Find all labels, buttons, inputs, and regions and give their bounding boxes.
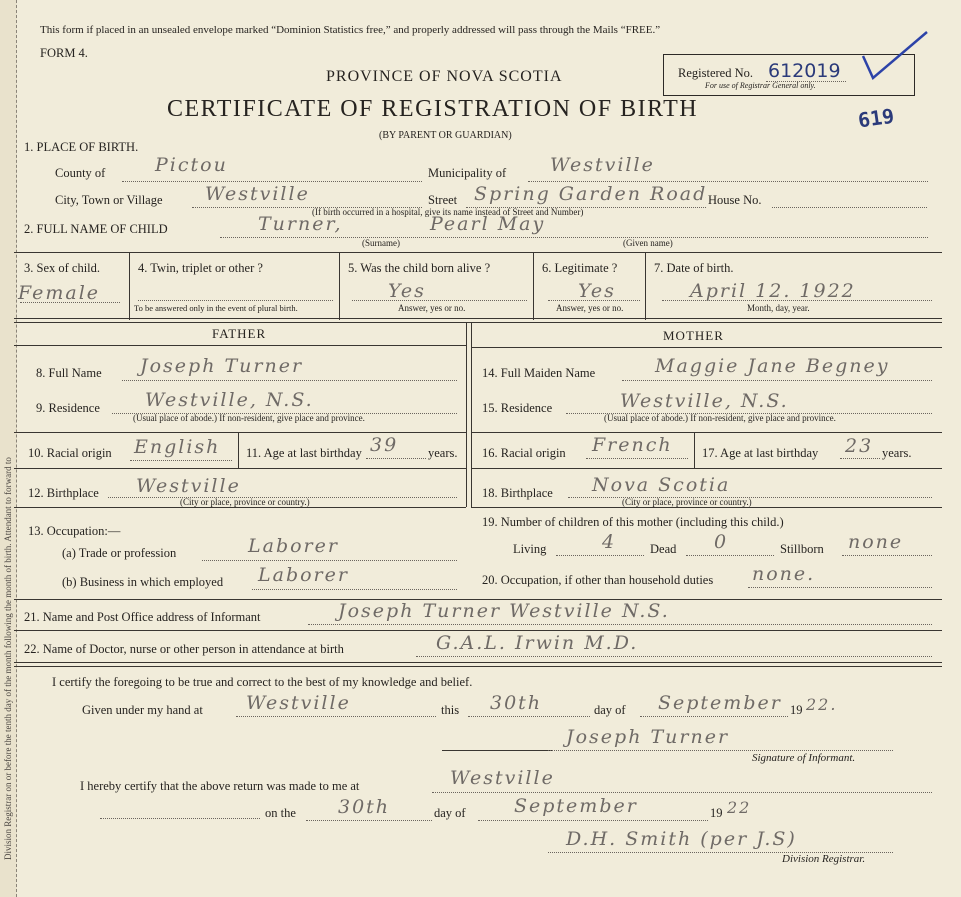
year-prefix: 19: [790, 703, 803, 717]
father-name-value: Joseph Turner: [140, 355, 304, 377]
date-of-birth-value: April 12. 1922: [690, 280, 856, 302]
house-number-label: House No.: [708, 193, 762, 207]
child-surname: Turner,: [258, 213, 343, 235]
father-residence-value: Westville, N.S.: [145, 389, 314, 411]
given-place: Westville: [246, 692, 351, 714]
city-value: Westville: [205, 183, 310, 205]
father-birthplace-note: (City or place, province or country.): [180, 497, 310, 507]
registration-stamp: 619: [856, 103, 896, 133]
father-age-label: 11. Age at last birthday: [246, 446, 362, 460]
mother-age-label: 17. Age at last birthday: [702, 446, 819, 460]
street-value: Spring Garden Road: [474, 183, 708, 205]
mother-birthplace-note: (City or place, province or country.): [622, 497, 752, 507]
registrar-year: 22: [727, 798, 752, 817]
left-margin-strip: [0, 0, 17, 897]
father-business-label: (b) Business in which employed: [62, 575, 224, 589]
twin-note: To be answered only in the event of plural birth.: [134, 303, 298, 313]
sex-label: 3. Sex of child.: [24, 261, 101, 275]
father-trade-value: Laborer: [248, 535, 339, 557]
twin-label: 4. Twin, triplet or other ?: [138, 261, 263, 275]
mail-notice: This form if placed in an unsealed envelope marked “Dominion Statistics free,” and properly addressed will pass through the Mails “FREE.”: [40, 24, 661, 36]
registrar-month: September: [514, 795, 638, 817]
informant-signature: Joseph Turner: [566, 726, 730, 748]
day-of-label: day of: [594, 703, 626, 717]
mother-age-unit: years.: [882, 446, 912, 460]
dead-value: 0: [714, 531, 729, 553]
father-name-label: 8. Full Name: [36, 366, 102, 380]
given-name-note: (Given name): [623, 238, 673, 248]
stillborn-value: none: [848, 531, 904, 553]
registrar-day: 30th: [338, 796, 391, 818]
father-trade-label: (a) Trade or profession: [62, 546, 177, 560]
given-month: September: [658, 692, 782, 714]
mother-racial-value: French: [592, 434, 673, 456]
mother-heading: MOTHER: [663, 328, 724, 343]
living-value: 4: [602, 531, 617, 553]
registrar-signature-label: Division Registrar.: [782, 853, 866, 865]
mother-occupation-value: none.: [752, 563, 816, 585]
born-alive-value: Yes: [388, 280, 426, 302]
given-year: 22.: [806, 695, 838, 714]
county-value: Pictou: [155, 154, 228, 176]
mother-residence-value: Westville, N.S.: [620, 390, 789, 412]
father-birthplace-value: Westville: [136, 475, 241, 497]
mother-age-value: 23: [845, 435, 874, 457]
mother-birthplace-label: 18. Birthplace: [482, 486, 553, 500]
certificate-subtitle: (BY PARENT OR GUARDIAN): [379, 130, 512, 141]
this-label: this: [441, 703, 460, 717]
registrar-day-of-label: day of: [434, 806, 466, 820]
hospital-note: (If birth occurred in a hospital, give its name instead of Street and Number): [312, 207, 584, 217]
legitimate-label: 6. Legitimate ?: [542, 261, 618, 275]
father-heading: FATHER: [212, 326, 267, 341]
doctor-value: G.A.L. Irwin M.D.: [436, 632, 639, 654]
on-the-label: on the: [265, 806, 296, 820]
dead-label: Dead: [650, 542, 677, 556]
legitimate-note: Answer, yes or no.: [556, 303, 624, 313]
legitimate-value: Yes: [578, 280, 616, 302]
father-age-value: 39: [370, 434, 399, 456]
father-racial-label: 10. Racial origin: [28, 446, 112, 460]
form-number: FORM 4.: [40, 46, 88, 60]
municipality-value: Westville: [550, 154, 655, 176]
mother-name-label: 14. Full Maiden Name: [482, 366, 596, 380]
street-label: Street: [428, 193, 458, 207]
left-strip-text: Division Registrar on or before the tenth day of the month following the month of birth. Attendant to forward to: [3, 457, 13, 860]
mother-residence-label: 15. Residence: [482, 401, 553, 415]
mother-birthplace-value: Nova Scotia: [592, 474, 731, 496]
father-residence-note: (Usual place of abode.) If non-resident, give place and province.: [133, 413, 365, 423]
born-alive-note: Answer, yes or no.: [398, 303, 466, 313]
county-label: County of: [55, 166, 106, 180]
informant-value: Joseph Turner Westville N.S.: [338, 600, 670, 622]
checkmark-icon: [855, 26, 935, 86]
mother-residence-note: (Usual place of abode.) If non-resident, give place and province.: [604, 413, 836, 423]
mother-name-value: Maggie Jane Begney: [655, 355, 890, 377]
informant-signature-label: Signature of Informant.: [752, 752, 856, 764]
child-name-label: 2. FULL NAME OF CHILD: [24, 222, 168, 236]
municipality-label: Municipality of: [428, 166, 507, 180]
mother-racial-label: 16. Racial origin: [482, 446, 566, 460]
father-age-unit: years.: [428, 446, 458, 460]
doctor-label: 22. Name of Doctor, nurse or other person in attendance at birth: [24, 642, 344, 656]
informant-label: 21. Name and Post Office address of Informant: [24, 610, 261, 624]
city-label: City, Town or Village: [55, 193, 163, 207]
registration-label: Registered No.: [678, 66, 753, 80]
given-under-label: Given under my hand at: [82, 703, 203, 717]
mother-occupation-label: 20. Occupation, if other than household duties: [482, 573, 714, 587]
mother-children-label: 19. Number of children of this mother (including this child.): [482, 515, 784, 529]
father-residence-label: 9. Residence: [36, 401, 100, 415]
child-given-name: Pearl May: [430, 213, 546, 235]
place-of-birth-heading: 1. PLACE OF BIRTH.: [24, 140, 139, 154]
certificate-title: CERTIFICATE OF REGISTRATION OF BIRTH: [167, 96, 699, 122]
province-heading: PROVINCE OF NOVA SCOTIA: [326, 68, 563, 85]
certify-statement: I certify the foregoing to be true and correct to the best of my knowledge and belief.: [52, 675, 473, 689]
stillborn-label: Stillborn: [780, 542, 824, 556]
registration-number: 612019: [768, 60, 841, 82]
date-of-birth-label: 7. Date of birth.: [654, 261, 734, 275]
father-occupation-label: 13. Occupation:—: [28, 524, 121, 538]
given-day: 30th: [490, 692, 543, 714]
born-alive-label: 5. Was the child born alive ?: [348, 261, 491, 275]
date-of-birth-note: Month, day, year.: [747, 303, 810, 313]
sex-value: Female: [18, 282, 101, 304]
registrar-year-prefix: 19: [710, 806, 723, 820]
father-racial-value: English: [134, 436, 221, 458]
father-business-value: Laborer: [258, 564, 349, 586]
registrar-statement: I hereby certify that the above return was made to me at: [80, 779, 360, 793]
surname-note: (Surname): [362, 238, 400, 248]
living-label: Living: [513, 542, 547, 556]
registrar-signature: D.H. Smith (per J.S): [566, 828, 797, 850]
registrar-place: Westville: [450, 767, 555, 789]
father-birthplace-label: 12. Birthplace: [28, 486, 99, 500]
registration-note: For use of Registrar General only.: [705, 81, 816, 90]
